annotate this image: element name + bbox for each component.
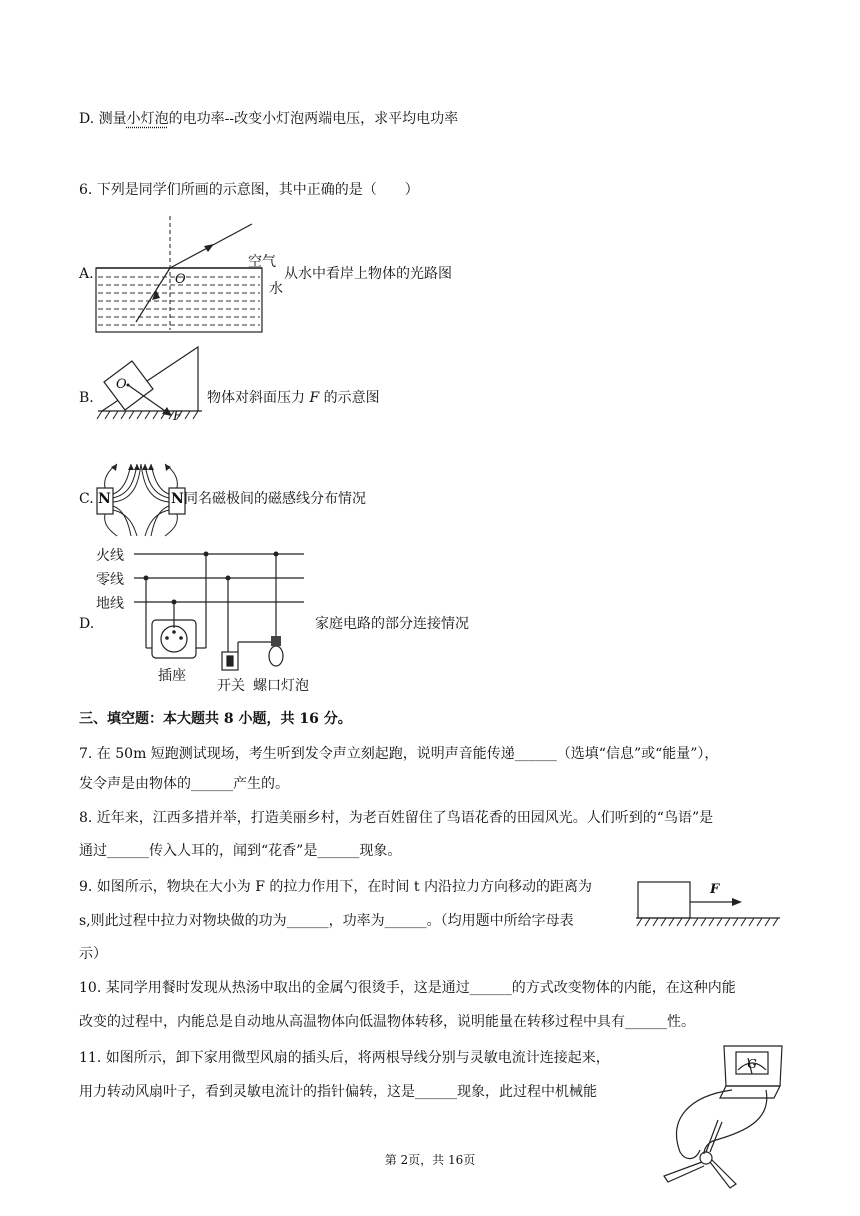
q6-a-letter: A.: [79, 266, 94, 282]
bulb-label: 螺口灯泡: [253, 678, 309, 694]
q6-b-letter: B.: [79, 390, 94, 406]
q10-line2: 改变的过程中，内能总是自动地从高温物体向低温物体转移，说明能量在转移过程中具有______性。: [79, 1014, 695, 1030]
q5-d-emphasis: 小灯泡: [126, 111, 169, 127]
q6-a-caption: 从水中看岸上物体的光路图: [284, 266, 452, 282]
socket-label: 插座: [158, 668, 186, 684]
q6-stem: 6. 下列是同学们所画的示意图，其中正确的是（ ）: [79, 182, 419, 198]
q8-line2: 通过______传入人耳的，闻到“花香”是______现象。: [79, 843, 402, 859]
live-wire-label: 火线: [96, 548, 124, 564]
q10-line1: 10. 某同学用餐时发现从热汤中取出的金属勺很烫手，这是通过______的方式改变物体的内能，在这种内能: [79, 980, 736, 996]
incline-diagram: [96, 345, 206, 425]
q6-d-letter: D.: [79, 616, 95, 632]
galvanometer-g-label: G: [747, 1057, 757, 1071]
force-label-f: F: [173, 409, 183, 424]
pole-right-n: N: [171, 491, 184, 507]
q5-d-suffix: 的电功率--改变小灯泡两端电压，求平均电功率: [168, 111, 459, 127]
q9-line3: 示）: [79, 946, 107, 962]
water-label: 水: [269, 281, 283, 297]
block-pull-diagram: [634, 876, 784, 934]
household-circuit-diagram: [130, 548, 310, 678]
q6-b-caption: [207, 388, 380, 408]
q5-option-d: [79, 109, 458, 129]
switch-label: 开关: [217, 678, 245, 694]
neutral-wire-label: 零线: [96, 572, 124, 588]
q5-d-prefix: D. 测量: [79, 111, 127, 127]
refraction-point-o: O: [175, 272, 186, 287]
page-footer: 第 2页，共 16页: [384, 1153, 476, 1167]
pull-force-label: F: [710, 882, 720, 897]
q6-b-caption-pre: 物体对斜面压力: [207, 390, 310, 406]
pole-left-n: N: [98, 491, 111, 507]
q7-line2: 发令声是由物体的______产生的。: [79, 776, 289, 792]
force-point-o: O: [116, 377, 127, 392]
q6-d-caption: 家庭电路的部分连接情况: [315, 616, 469, 632]
q9-line1: 9. 如图所示，物块在大小为 F 的拉力作用下，在时间 t 内沿拉力方向移动的距离为: [79, 879, 592, 895]
q6-c-caption: 同名磁极间的磁感线分布情况: [184, 491, 366, 507]
q6-b-caption-f: F: [309, 390, 320, 406]
q6-c-letter: C.: [79, 491, 94, 507]
q6-b-caption-post: 的示意图: [319, 390, 380, 406]
section-three-heading: 三、填空题：本大题共 8 小题，共 16 分。: [79, 711, 352, 727]
q7-line1: 7. 在 50m 短跑测试现场，考生听到发令声立刻起跑，说明声音能传递______（选填“信息”或“能量”），: [79, 746, 719, 762]
refraction-diagram: [94, 214, 284, 334]
ground-wire-label: 地线: [96, 596, 124, 612]
q8-line1: 8. 近年来，江西多措并举，打造美丽乡村，为老百姓留住了鸟语花香的田园风光。人们听到的“鸟语”是: [79, 810, 714, 826]
q11-line1: 11. 如图所示，卸下家用微型风扇的插头后，将两根导线分别与灵敏电流计连接起来，: [79, 1050, 610, 1066]
q11-line2: 用力转动风扇叶子，看到灵敏电流计的指针偏转，这是______现象，此过程中机械能: [79, 1084, 597, 1100]
q9-line2: s,则此过程中拉力对物块做的功为______，功率为______。（均用题中所给字母表: [79, 913, 574, 929]
air-label: 空气: [248, 254, 276, 270]
